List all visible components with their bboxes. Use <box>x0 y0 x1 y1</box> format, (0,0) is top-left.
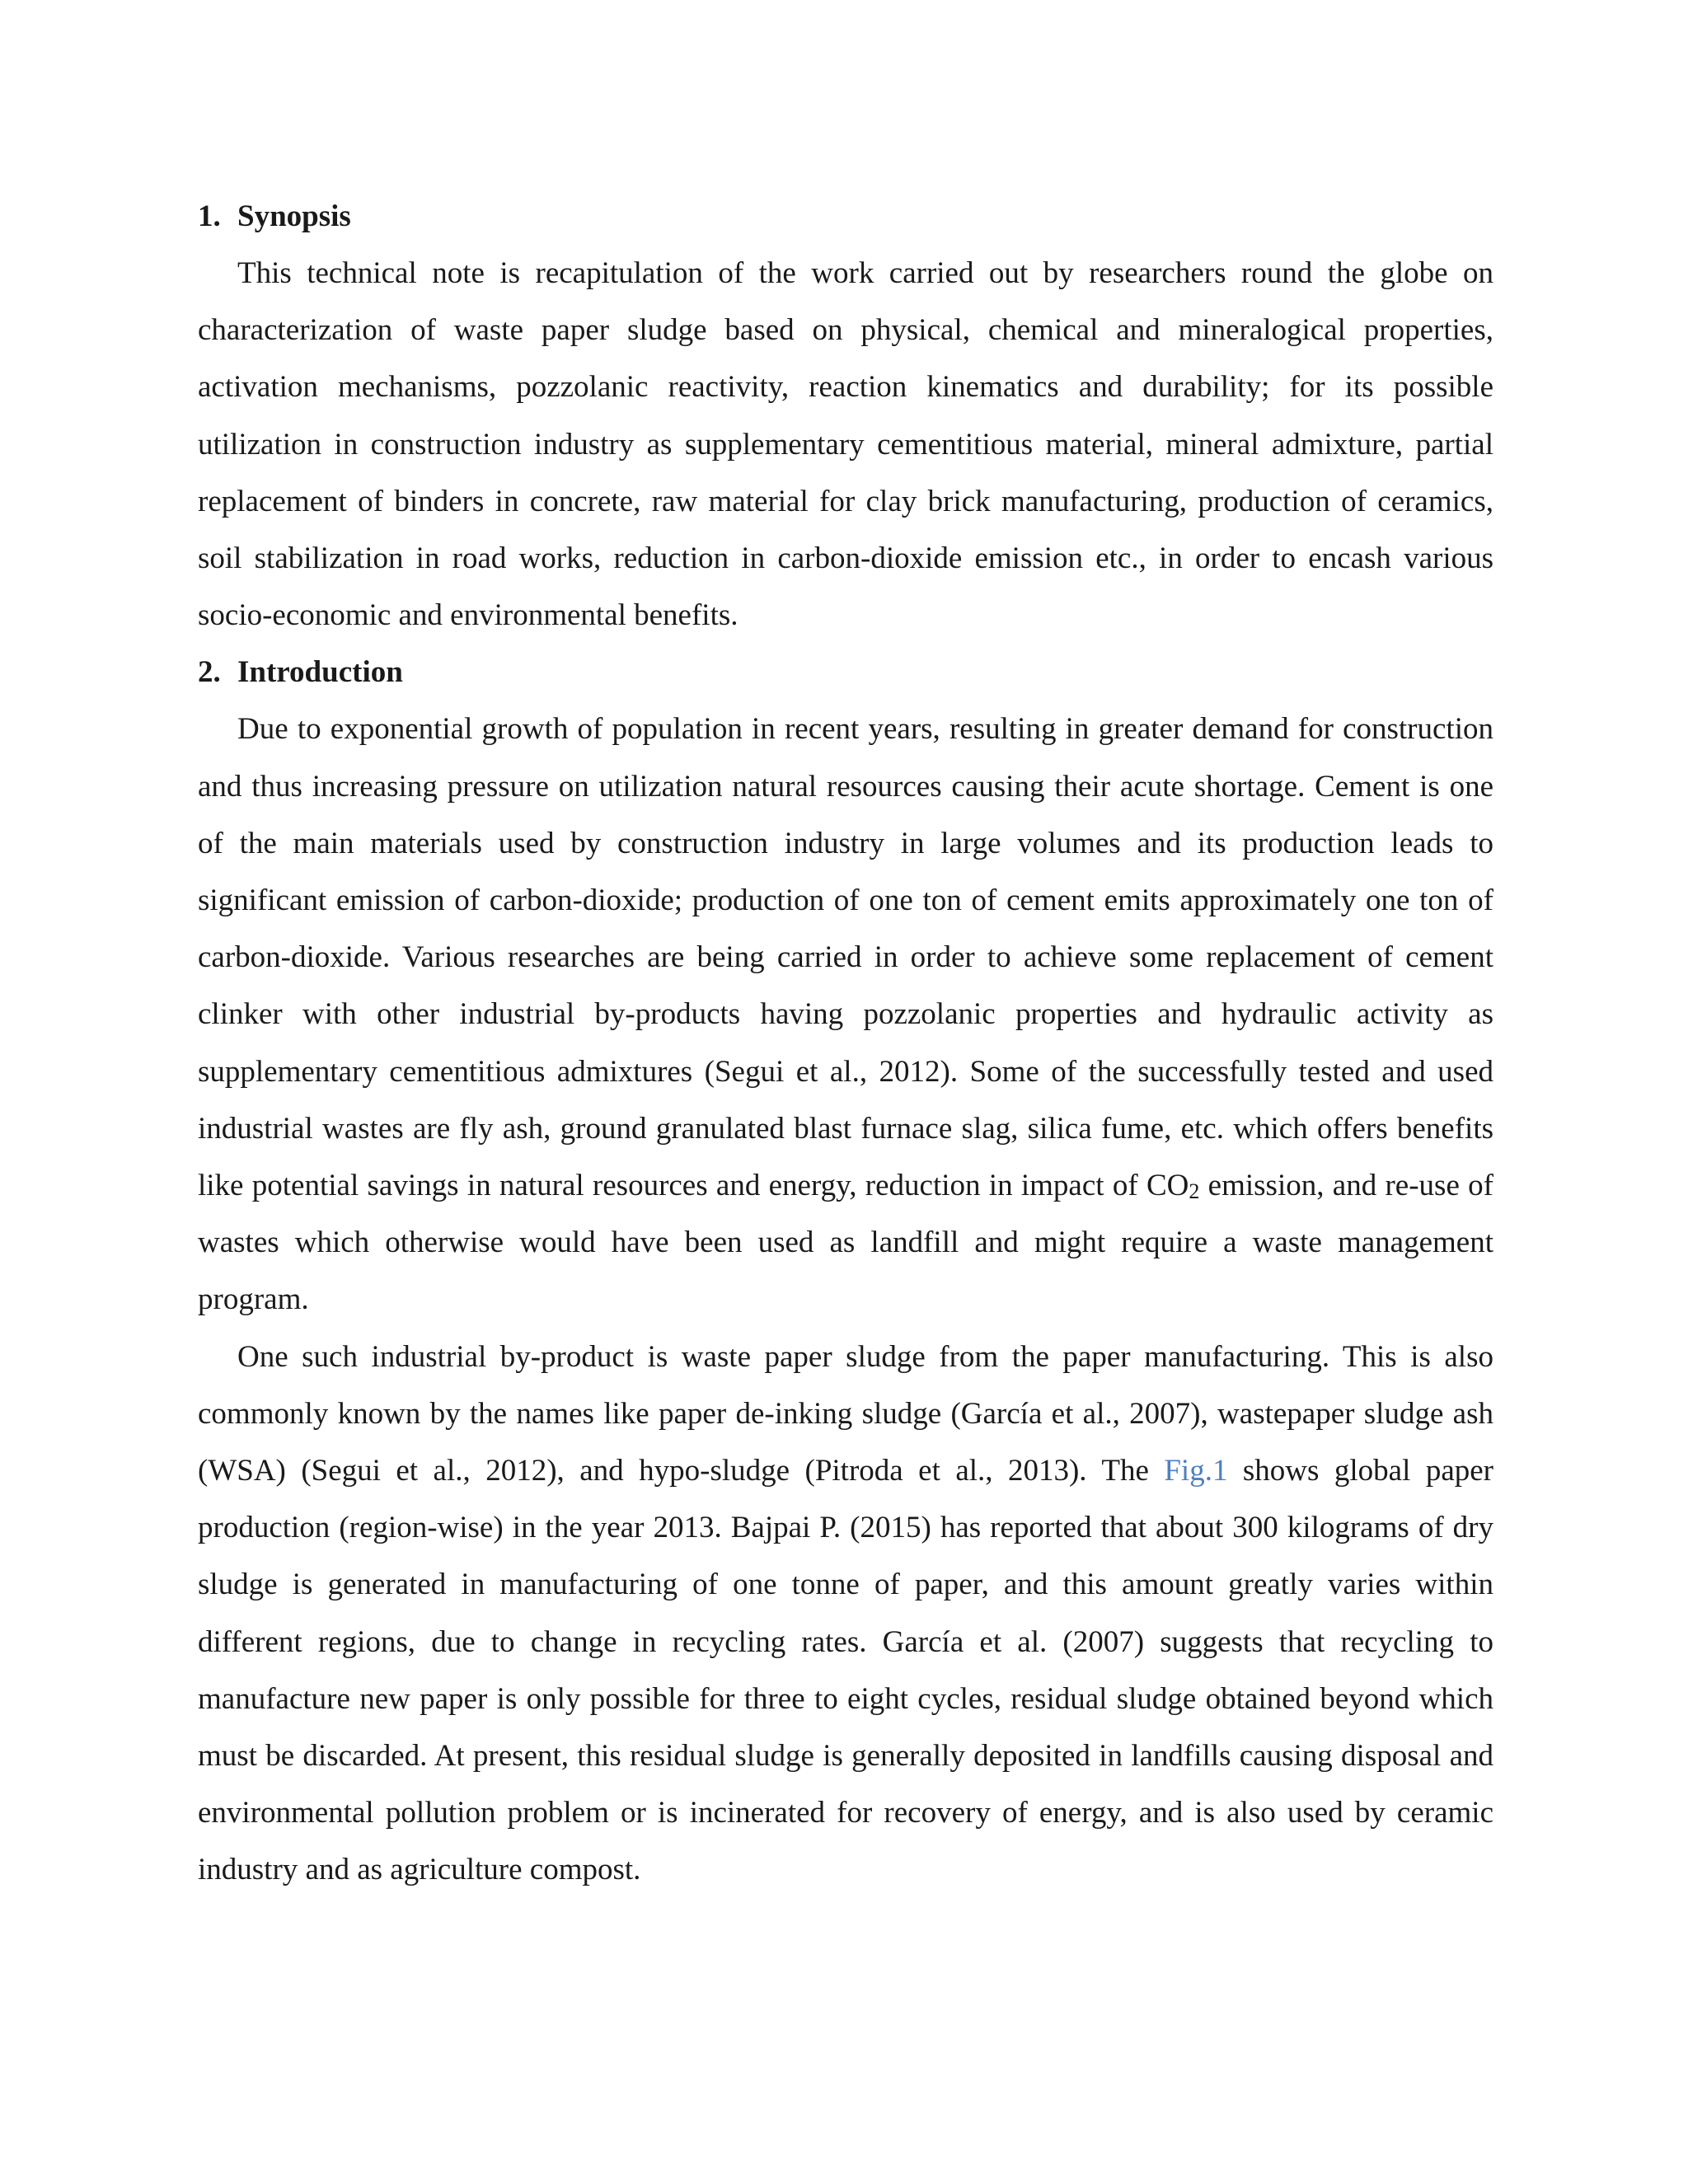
synopsis-paragraph: This technical note is recapitulation of the work carried out by researchers round the globe on characterization of waste paper sludge based on physical, chemical and mineralogical properties, activation mechanisms, pozzolanic reactivity, reaction kinematics and durability; for its possible utilization in construction industry as supplementary cementitious material, mineral admixture, partial replacement of binders in concrete, raw material for clay brick manufacturing, production of ceramics, soil stabilization in road works, reduction in carbon-dioxide emission etc., in order to encash various socio-economic and environmental benefits. <box>198 256 1493 633</box>
paragraph-text: One such industrial by-product is waste paper sludge from the paper manufacturing. This is also commonly known by the names like paper de-inking sludge (García et al., 2007), wastepaper sludge ash (WSA) (Segui et al., 2012), and hypo-sludge (Pitroda et al., 2013). The <box>198 1339 1493 1488</box>
figure-link[interactable]: Fig.1 <box>1164 1454 1228 1488</box>
paragraph-text: Due to exponential growth of population in recent years, resulting in greater demand for construction and thus increasing pressure on utilization natural resources causing their acute shortage. Cement is one of the main materials used by construction industry in large volumes and its production leads to significant emission of carbon-dioxide; production of one ton of cement emits approximately one ton of carbon-dioxide. Various researches are being carried in order to achieve some replacement of cement clinker with other industrial by-products having pozzolanic properties and hydraulic activity as supplementary cementitious admixtures (Segui et al., 2012). Some of the successfully tested and used industrial wastes are fly ash, ground granulated blast furnace slag, silica fume, etc. which offers benefits like potential savings in natural resources and energy, reduction in impact of CO <box>198 712 1493 1203</box>
section-number: 1. <box>198 199 221 233</box>
paragraph-text: shows global paper production (region-wise) in the year 2013. Bajpai P. (2015) has reported that about 300 kilograms of dry sludge is generated in manufacturing of one tonne of paper, and this amount greatly varies within different regions, due to change in recycling rates. García et al. (2007) suggests that recycling to manufacture new paper is only possible for three to eight cycles, residual sludge obtained beyond which must be discarded. At present, this residual sludge is generally deposited in landfills causing disposal and environmental pollution problem or is incinerated for recovery of energy, and is also used by ceramic industry and as agriculture compost. <box>198 1454 1493 1887</box>
section-title: Introduction <box>237 655 403 690</box>
section-heading-synopsis <box>198 188 1493 245</box>
section-heading-introduction <box>198 644 1493 701</box>
subscript-2: 2 <box>1189 1179 1200 1204</box>
introduction-paragraph-2 <box>198 1329 1493 1899</box>
section-number: 2. <box>198 655 221 690</box>
document-page <box>198 188 1493 1899</box>
section-title: Synopsis <box>237 199 351 233</box>
introduction-paragraph-1 <box>198 701 1493 1328</box>
paragraph-text: emission, and re-use of wastes which otherwise would have been used as landfill and might require a waste management program. <box>198 1169 1493 1317</box>
